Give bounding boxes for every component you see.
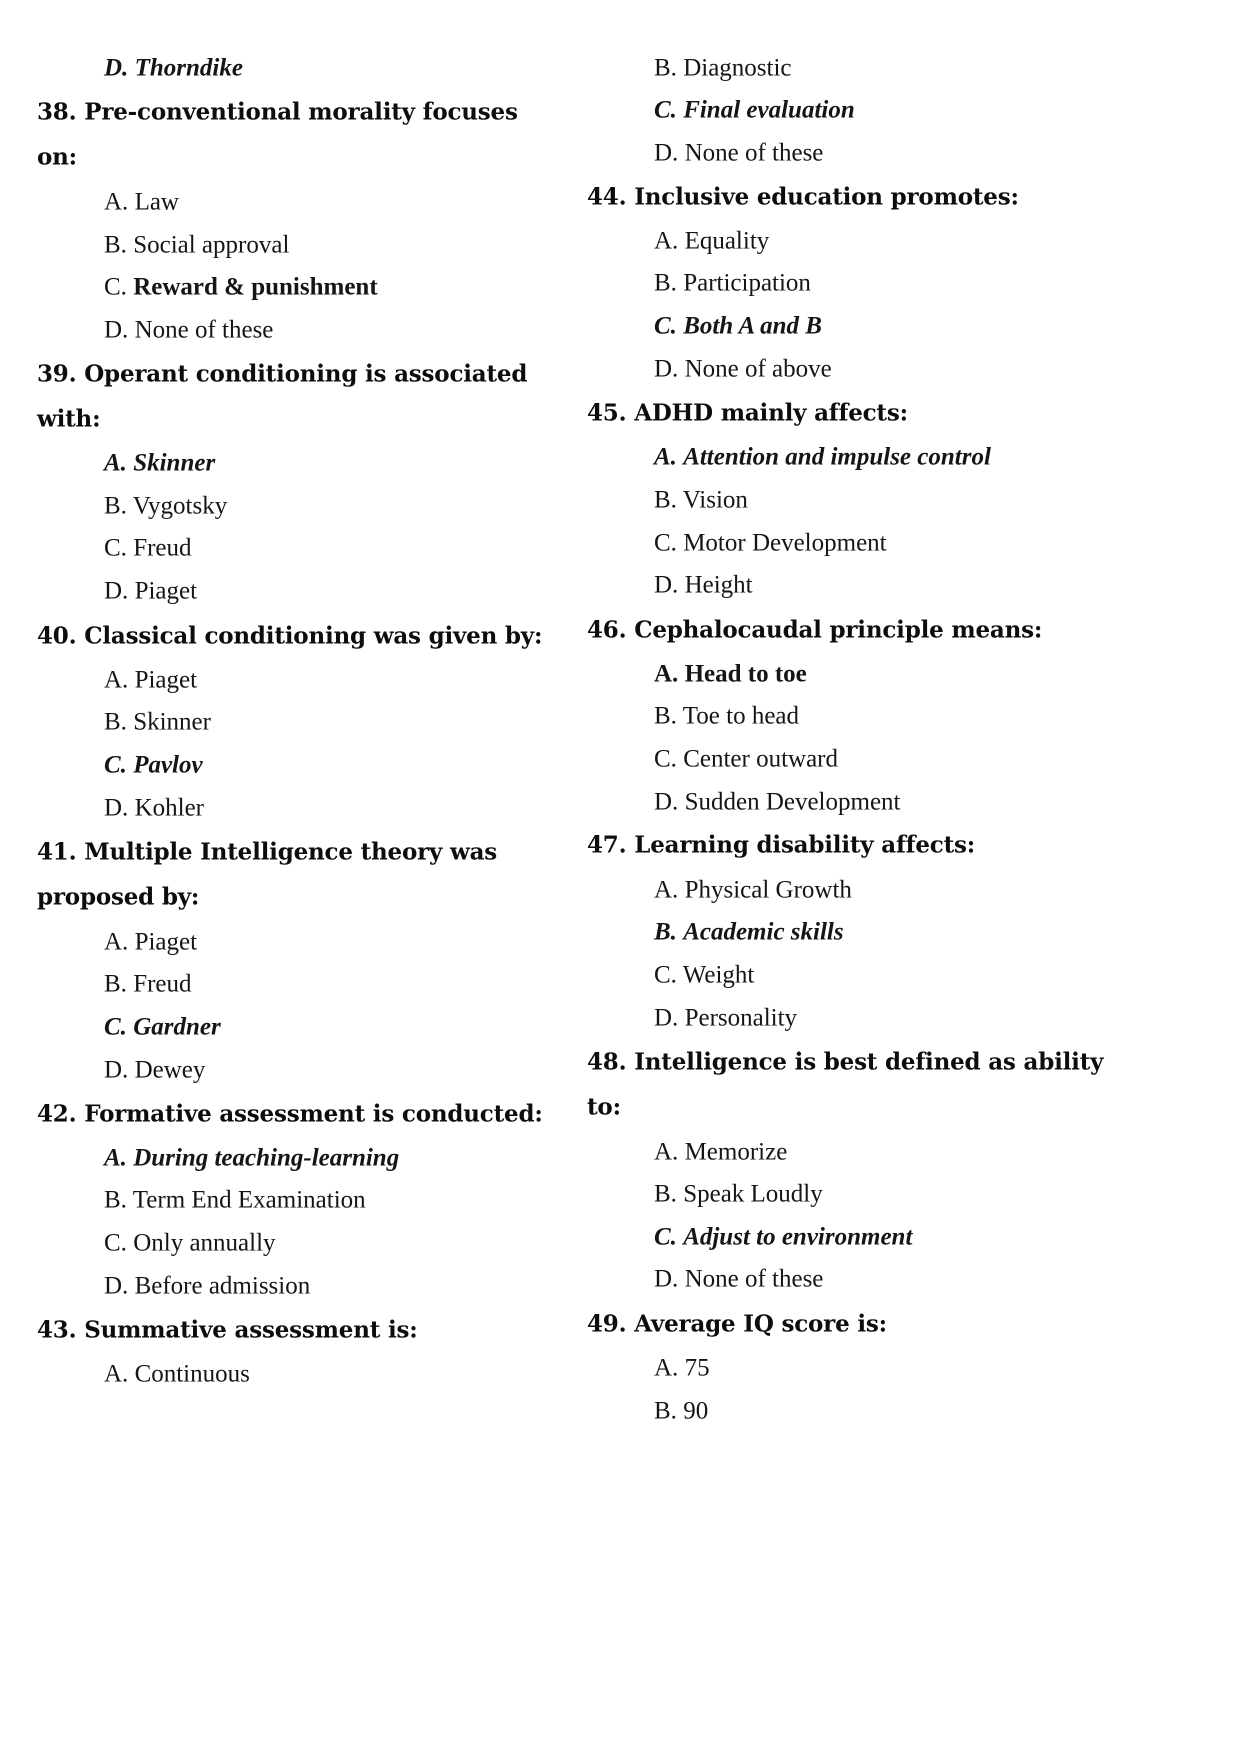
option-text: Equality (684, 227, 770, 255)
option-text: Participation (683, 269, 811, 297)
option-label: B. (104, 708, 127, 736)
option-label: D. (654, 139, 679, 167)
question-41-option-c-correct (104, 1015, 221, 1040)
option-text: Academic skills (683, 918, 844, 946)
option-text: Social approval (133, 231, 290, 259)
question-39-option-a-correct (104, 451, 215, 476)
option-label: B. (654, 1397, 677, 1425)
option-label: D. (104, 1272, 129, 1300)
question-44-option-b (654, 271, 811, 296)
question-42-option-a-correct (104, 1146, 399, 1171)
question-45-option-a-correct (654, 445, 991, 470)
option-label: D. (654, 571, 679, 599)
option-text: Skinner (133, 449, 216, 477)
option-text: Memorize (684, 1138, 788, 1166)
question-42-option-d (104, 1274, 310, 1299)
option-text: Freud (133, 970, 192, 998)
option-label: D. (654, 1004, 679, 1032)
question-48-line-1: 48. Intelligence is best defined as ability (587, 1048, 1104, 1076)
option-text: Skinner (133, 708, 211, 736)
option-label: B. (654, 918, 677, 946)
option-text: Term End Examination (132, 1186, 366, 1214)
question-47-option-b-correct (654, 920, 844, 945)
option-label: A. (654, 660, 679, 688)
question-45-option-b (654, 488, 748, 513)
option-text: Diagnostic (683, 54, 792, 82)
question-42-line-1: 42. Formative assessment is conducted: (37, 1100, 543, 1128)
option-label: B. (104, 1186, 127, 1214)
question-38-line-2: on: (37, 143, 77, 171)
question-43-line-1: 43. Summative assessment is: (37, 1316, 418, 1344)
option-label: D. (104, 794, 129, 822)
question-48-option-c-correct (654, 1225, 912, 1250)
option-text: Final evaluation (683, 96, 855, 124)
option-label: B. (654, 486, 677, 514)
option-label: A. (654, 443, 677, 471)
question-46-option-b (654, 704, 799, 729)
option-text: Personality (684, 1004, 798, 1032)
option-text: Attention and impulse control (683, 443, 991, 471)
option-label: D. (654, 355, 679, 383)
option-label: C. (654, 96, 677, 124)
option-label: D. (654, 788, 679, 816)
question-47-option-a (654, 878, 852, 903)
option-text: Head to toe (684, 660, 807, 688)
option-label: A. (104, 666, 129, 694)
question-44-option-c-correct (654, 314, 822, 339)
question-38-option-d (104, 318, 273, 343)
option-text: Reward & punishment (133, 273, 378, 301)
option-text: Law (134, 188, 179, 216)
option-text: Height (684, 571, 753, 599)
question-46-option-a-correct (654, 662, 807, 687)
question-41-option-b (104, 972, 192, 997)
question-40-option-a (104, 668, 197, 693)
option-text: 90 (683, 1397, 709, 1425)
question-46-option-d (654, 790, 901, 815)
option-text: Motor Development (683, 529, 887, 557)
question-42-option-b (104, 1188, 366, 1213)
option-label: D. (654, 1265, 679, 1293)
question-40-option-b (104, 710, 211, 735)
option-label: A. (654, 1138, 679, 1166)
question-39-line-1: 39. Operant conditioning is associated (37, 360, 528, 388)
question-47-option-d (654, 1006, 797, 1031)
option-label: A. (104, 1360, 129, 1388)
option-text: None of these (684, 1265, 824, 1293)
question-48-option-a (654, 1140, 787, 1165)
option-label: C. (654, 312, 677, 340)
question-41-line-2: proposed by: (37, 883, 200, 911)
question-45-option-c (654, 531, 887, 556)
question-39-option-c (104, 536, 192, 561)
option-label: B. (104, 970, 127, 998)
question-39-option-d (104, 579, 197, 604)
option-text: Toe to head (682, 702, 800, 730)
option-text: 75 (684, 1354, 710, 1382)
option-text: Piaget (134, 577, 198, 605)
question-46-line-1: 46. Cephalocaudal principle means: (587, 616, 1043, 644)
option-carryover-c-correct (654, 98, 855, 123)
question-43-option-a (104, 1362, 250, 1387)
option-label: A. (104, 188, 129, 216)
option-label: B. (104, 492, 127, 520)
option-label: A. (654, 227, 679, 255)
option-label: B. (654, 54, 677, 82)
question-38-option-c-correct (104, 275, 378, 300)
question-38-option-b (104, 233, 289, 258)
question-42-option-c (104, 1231, 276, 1256)
question-44-line-1: 44. Inclusive education promotes: (587, 183, 1019, 211)
option-label: A. (104, 1144, 127, 1172)
option-label: A. (654, 1354, 679, 1382)
question-44-option-d (654, 357, 832, 382)
option-text: Speak Loudly (683, 1180, 823, 1208)
option-text: None of above (684, 355, 832, 383)
option-text: Dewey (134, 1056, 206, 1084)
option-label: A. (104, 449, 127, 477)
question-49-line-1: 49. Average IQ score is: (587, 1310, 887, 1338)
option-text: Weight (682, 961, 755, 989)
question-44-option-a (654, 229, 769, 254)
question-45-line-1: 45. ADHD mainly affects: (587, 399, 908, 427)
option-text: Piaget (134, 666, 198, 694)
question-47-option-c (654, 963, 754, 988)
option-text: None of these (684, 139, 824, 167)
option-text: Thorndike (134, 54, 243, 82)
question-48-line-2: to: (587, 1093, 621, 1121)
option-text: Sudden Development (684, 788, 901, 816)
option-label: D. (104, 54, 129, 82)
question-40-option-c-correct (104, 753, 203, 778)
option-text: Freud (133, 534, 192, 562)
option-text: Continuous (134, 1360, 250, 1388)
option-label: D. (104, 1056, 129, 1084)
option-label: D. (104, 316, 129, 344)
question-46-option-c (654, 747, 838, 772)
option-text: Physical Growth (684, 876, 852, 904)
option-label: C. (104, 751, 127, 779)
question-49-option-b (654, 1399, 708, 1424)
option-text: Only annually (133, 1229, 276, 1257)
option-label: B. (654, 1180, 677, 1208)
option-text: Kohler (134, 794, 204, 822)
question-41-line-1: 41. Multiple Intelligence theory was (37, 838, 498, 866)
option-text: During teaching-learning (133, 1144, 400, 1172)
option-label: A. (654, 876, 679, 904)
option-label: B. (654, 269, 677, 297)
question-40-line-1: 40. Classical conditioning was given by: (37, 622, 543, 650)
question-47-line-1: 47. Learning disability affects: (587, 831, 976, 859)
option-label: C. (654, 529, 677, 557)
question-48-option-b (654, 1182, 823, 1207)
option-text: Gardner (133, 1013, 221, 1041)
question-45-option-d (654, 573, 753, 598)
question-38-line-1: 38. Pre-conventional morality focuses (37, 98, 518, 126)
question-40-option-d (104, 796, 204, 821)
option-text: None of these (134, 316, 274, 344)
option-label: D. (104, 577, 129, 605)
question-49-option-a (654, 1356, 710, 1381)
question-39-line-2: with: (37, 405, 101, 433)
option-label: C. (654, 745, 677, 773)
option-carryover-d (654, 141, 823, 166)
question-48-option-d (654, 1267, 823, 1292)
option-carryover-d-correct (104, 56, 243, 81)
option-text: Pavlov (133, 751, 203, 779)
option-label: B. (104, 231, 127, 259)
question-41-option-d (104, 1058, 205, 1083)
option-text: Both A and B (683, 312, 822, 340)
option-carryover-b (654, 56, 792, 81)
option-text: Vision (682, 486, 748, 514)
option-label: C. (104, 1229, 127, 1257)
option-text: Before admission (134, 1272, 311, 1300)
option-label: C. (654, 1223, 677, 1251)
option-text: Piaget (134, 928, 198, 956)
question-38-option-a (104, 190, 179, 215)
question-39-option-b (104, 494, 227, 519)
option-label: A. (104, 928, 129, 956)
option-text: Center outward (683, 745, 838, 773)
question-41-option-a (104, 930, 197, 955)
option-label: B. (654, 702, 677, 730)
option-label: C. (104, 534, 127, 562)
option-text: Adjust to environment (683, 1223, 913, 1251)
option-label: C. (654, 961, 677, 989)
option-label: C. (104, 1013, 127, 1041)
option-text: Vygotsky (132, 492, 228, 520)
option-label: C. (104, 273, 127, 301)
